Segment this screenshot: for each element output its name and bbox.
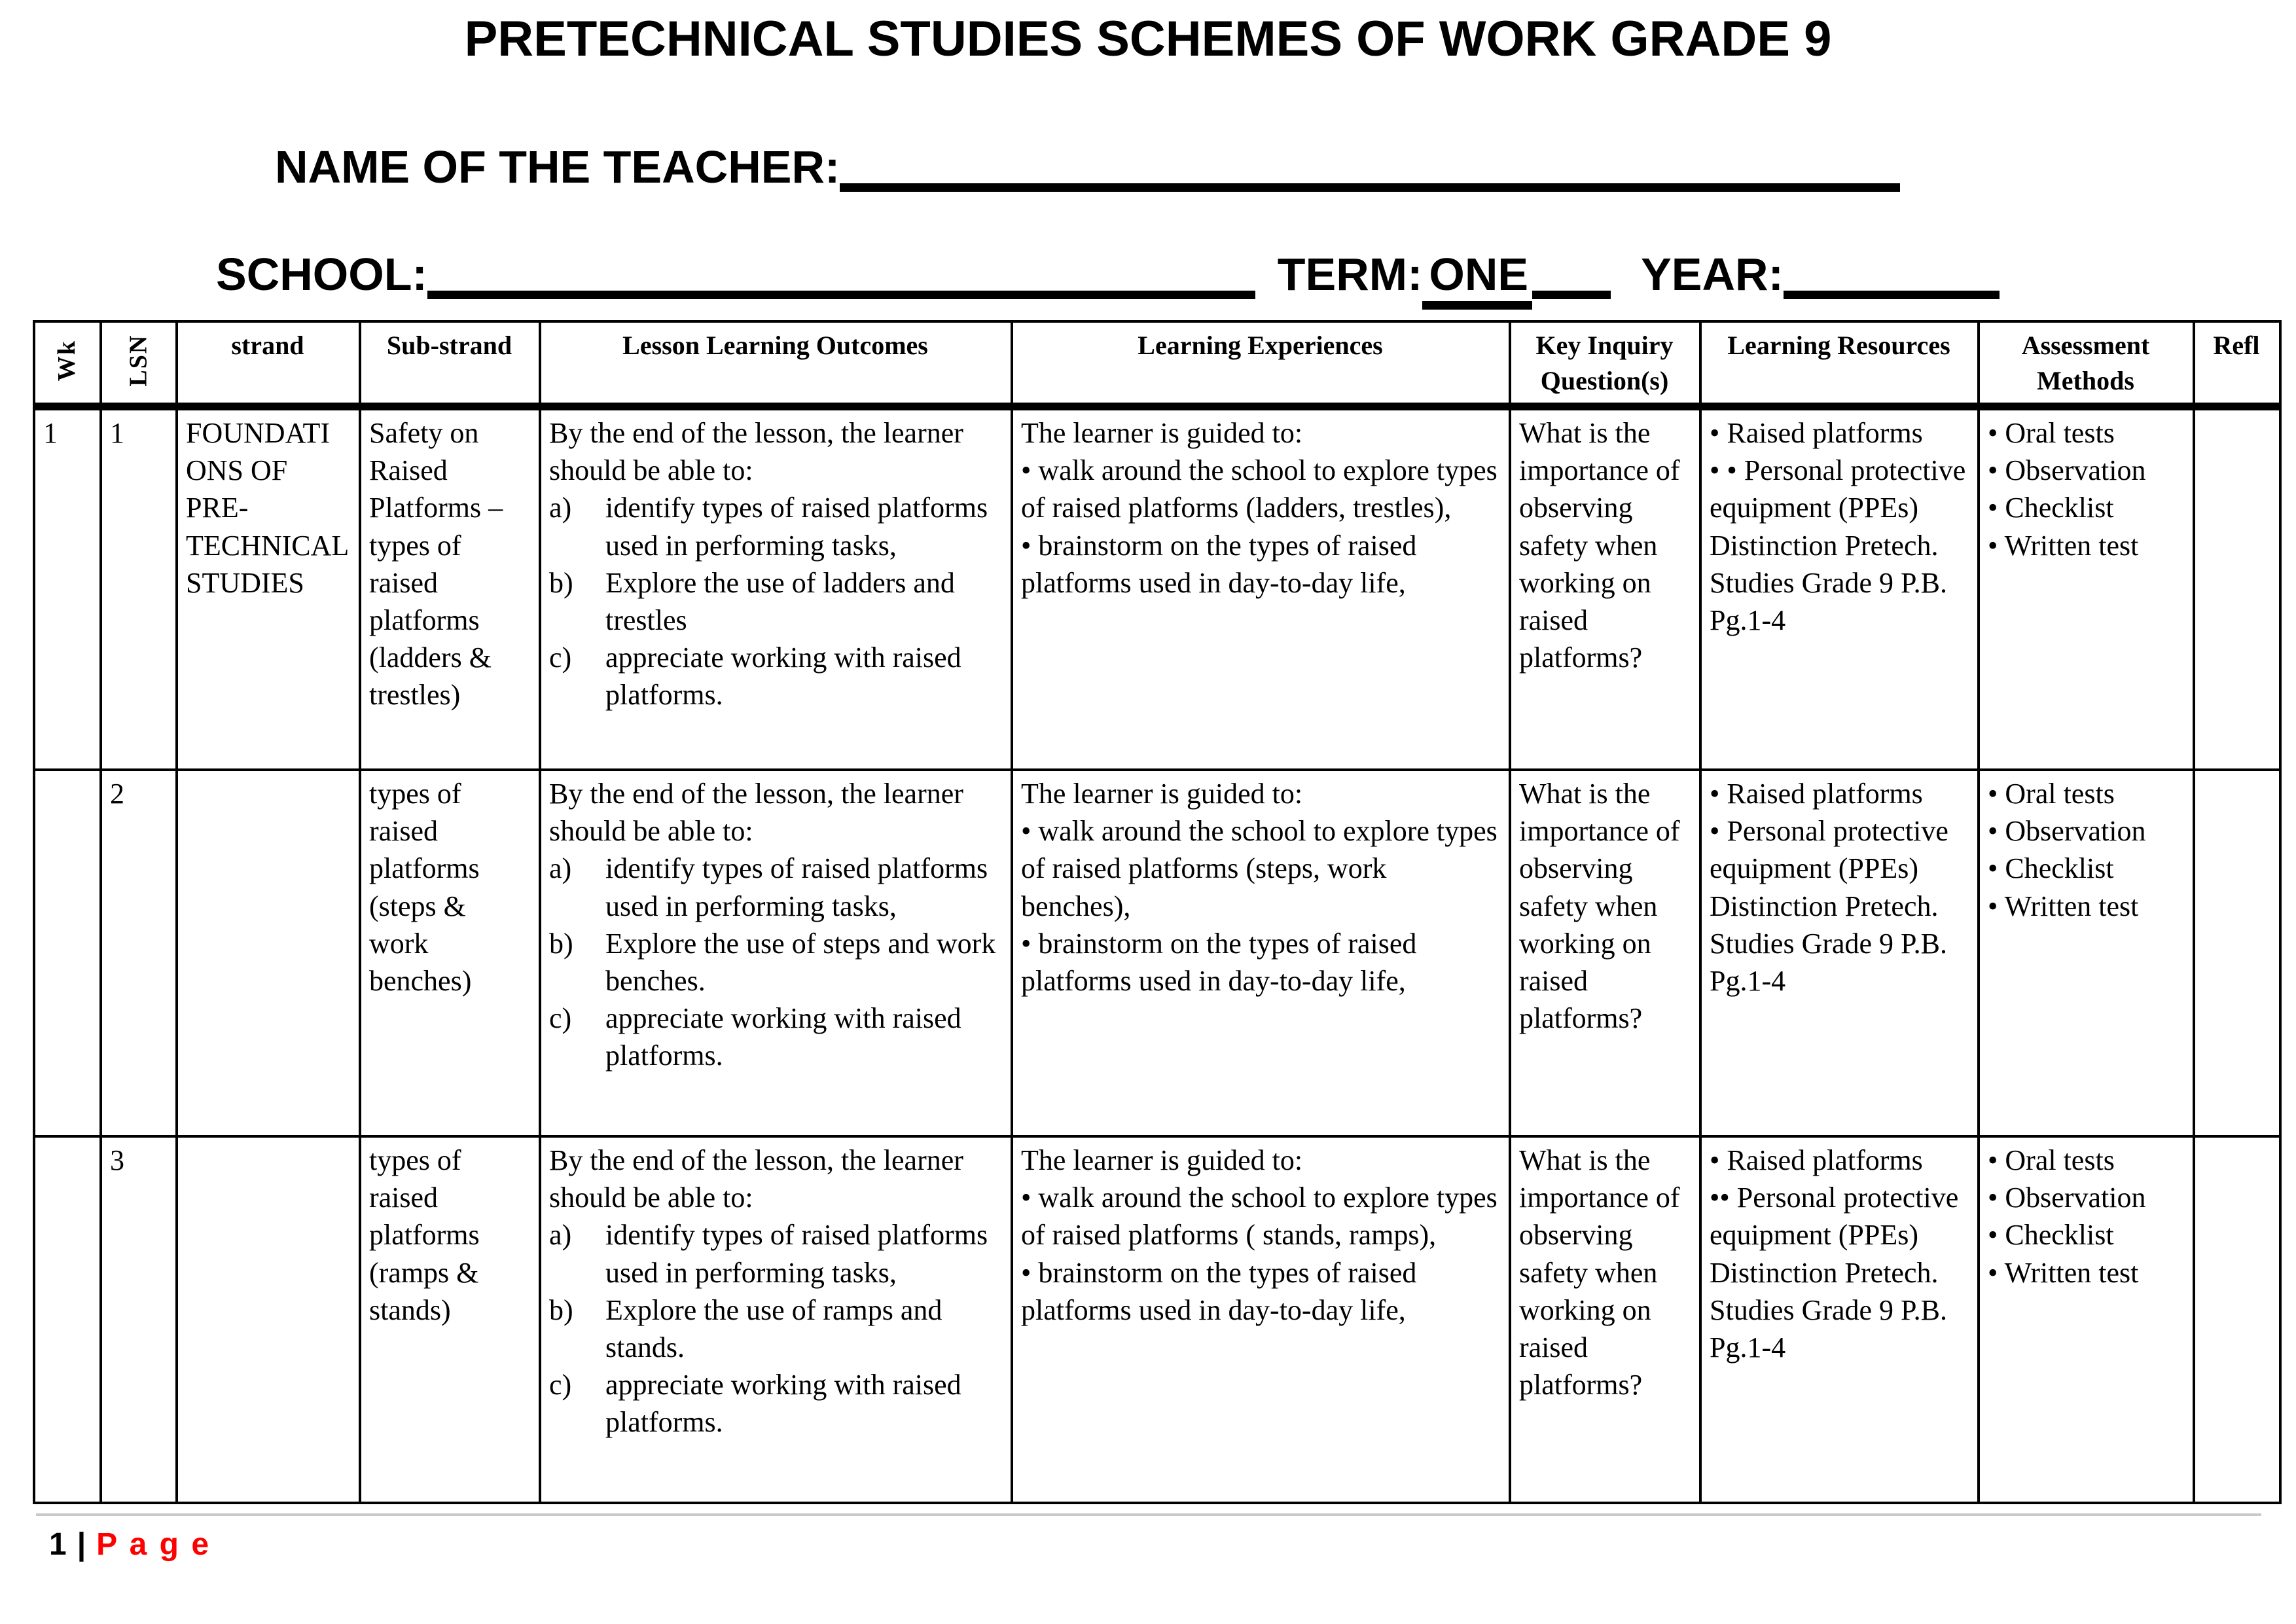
col-header-experiences: Learning Experiences bbox=[1012, 321, 1510, 406]
assessment-item: • Oral tests bbox=[1988, 417, 2115, 449]
assessment-item: • Checklist bbox=[1988, 1219, 2114, 1252]
schemes-of-work-table bbox=[33, 320, 2282, 1504]
wk-cell bbox=[34, 1136, 101, 1503]
outcomes-cell bbox=[540, 770, 1012, 1136]
outcome-item bbox=[549, 564, 1001, 639]
page-title: PRETECHNICAL STUDIES SCHEMES OF WORK GRADE 9 bbox=[464, 11, 1832, 67]
resources-cell bbox=[1700, 406, 1979, 770]
table-row bbox=[34, 770, 2280, 1136]
outcome-marker: c) bbox=[549, 641, 572, 674]
table-row bbox=[34, 1136, 2280, 1503]
year-label: YEAR: bbox=[1641, 249, 1784, 300]
school-term-year-line bbox=[216, 248, 2296, 300]
school-blank bbox=[427, 254, 1255, 299]
outcome-item bbox=[549, 489, 1001, 564]
experience-intro: The learner is guided to: bbox=[1021, 417, 1303, 449]
term-blank bbox=[1532, 254, 1611, 299]
term-value: ONE bbox=[1422, 249, 1532, 310]
lsn-cell: 2 bbox=[101, 770, 177, 1136]
assessment-item: • Checklist bbox=[1988, 852, 2114, 885]
key-inquiry-cell: What is the importance of observing safety when working on raised platforms? bbox=[1510, 770, 1700, 1136]
experience-item: • walk around the school to explore types of raised platforms (ladders, trestles), bbox=[1021, 454, 1498, 524]
outcomes-cell bbox=[540, 1136, 1012, 1503]
col-header-outcomes: Lesson Learning Outcomes bbox=[540, 321, 1012, 406]
col-header-resources: Learning Resources bbox=[1700, 321, 1979, 406]
col-header-refl: Refl bbox=[2194, 321, 2280, 406]
resources-cell bbox=[1700, 1136, 1979, 1503]
wk-cell: 1 bbox=[34, 406, 101, 770]
assessment-item: • Written test bbox=[1988, 529, 2139, 562]
outcomes-intro: By the end of the lesson, the learner should be able to: bbox=[549, 1144, 963, 1214]
teacher-name-line bbox=[275, 141, 2296, 193]
resource-item: • Personal protective equipment (PPEs) Distinction Pretech. Studies Grade 9 P.B. Pg.1-4 bbox=[1710, 815, 1948, 997]
experience-item: • walk around the school to explore types of raised platforms (steps, work benches), bbox=[1021, 815, 1498, 922]
sub-strand-cell: Safety on Raised Platforms – types of raised platforms (ladders & trestles) bbox=[360, 406, 540, 770]
lsn-cell: 1 bbox=[101, 406, 177, 770]
outcomes-cell bbox=[540, 406, 1012, 770]
footer-page-word: P a g e bbox=[96, 1527, 211, 1562]
experience-item: • brainstorm on the types of raised platforms used in day-to-day life, bbox=[1021, 927, 1417, 997]
outcomes-intro: By the end of the lesson, the learner should be able to: bbox=[549, 417, 963, 487]
outcome-text: appreciate working with raised platforms. bbox=[605, 641, 961, 712]
teacher-name-blank bbox=[840, 147, 1900, 192]
outcome-item bbox=[549, 639, 1001, 713]
assessment-item: • Observation bbox=[1988, 815, 2146, 848]
col-header-lsn-label: LSN bbox=[124, 334, 152, 387]
assessment-cell bbox=[1979, 770, 2194, 1136]
outcome-text: Explore the use of ladders and trestles bbox=[605, 566, 955, 636]
col-header-lsn bbox=[101, 321, 177, 406]
outcome-item bbox=[549, 1291, 1001, 1366]
assessment-item: • Oral tests bbox=[1988, 1144, 2115, 1176]
key-inquiry-cell: What is the importance of observing safety when working on raised platforms? bbox=[1510, 406, 1700, 770]
key-inquiry-cell: What is the importance of observing safety when working on raised platforms? bbox=[1510, 1136, 1700, 1503]
table-header-row bbox=[34, 321, 2280, 406]
outcome-marker: b) bbox=[549, 566, 573, 599]
outcome-marker: c) bbox=[549, 1369, 572, 1401]
resource-item: • • Personal protective equipment (PPEs) Distinction Pretech. Studies Grade 9 P.B. Pg.1-4 bbox=[1710, 454, 1966, 636]
outcome-marker: c) bbox=[549, 1002, 572, 1035]
outcome-marker: b) bbox=[549, 1293, 573, 1326]
year-blank bbox=[1784, 254, 2000, 299]
resource-item: • Raised platforms bbox=[1710, 417, 1923, 449]
assessment-item: • Observation bbox=[1988, 1182, 2146, 1214]
outcome-item bbox=[549, 1216, 1001, 1291]
resource-item: • Raised platforms bbox=[1710, 1144, 1923, 1176]
outcome-item bbox=[549, 1366, 1001, 1441]
page-number: 1 bbox=[49, 1527, 67, 1562]
experience-item: • brainstorm on the types of raised platforms used in day-to-day life, bbox=[1021, 529, 1417, 599]
footer-separator: | bbox=[77, 1527, 86, 1562]
table-row bbox=[34, 406, 2280, 770]
outcome-text: identify types of raised platforms used in performing tasks, bbox=[605, 492, 988, 562]
strand-cell: FOUNDATIONS OF PRE-TECHNICAL STUDIES bbox=[177, 406, 360, 770]
outcome-text: appreciate working with raised platforms. bbox=[605, 1369, 961, 1439]
assessment-item: • Oral tests bbox=[1988, 778, 2115, 810]
lsn-cell: 3 bbox=[101, 1136, 177, 1503]
refl-cell bbox=[2194, 770, 2280, 1136]
assessment-cell bbox=[1979, 1136, 2194, 1503]
assessment-cell bbox=[1979, 406, 2194, 770]
page-footer bbox=[49, 1526, 2296, 1562]
wk-cell bbox=[34, 770, 101, 1136]
outcome-item bbox=[549, 1000, 1001, 1074]
outcome-item bbox=[549, 850, 1001, 924]
resource-item: • Raised platforms bbox=[1710, 778, 1923, 810]
outcome-marker: a) bbox=[549, 852, 572, 885]
refl-cell bbox=[2194, 1136, 2280, 1503]
refl-cell bbox=[2194, 406, 2280, 770]
experience-intro: The learner is guided to: bbox=[1021, 1144, 1303, 1176]
experiences-cell bbox=[1012, 1136, 1510, 1503]
school-label: SCHOOL: bbox=[216, 249, 427, 300]
outcome-item bbox=[549, 925, 1001, 1000]
term-label: TERM: bbox=[1277, 249, 1423, 300]
outcome-text: identify types of raised platforms used in performing tasks, bbox=[605, 1219, 988, 1289]
footer-divider bbox=[36, 1513, 2261, 1516]
assessment-item: • Written test bbox=[1988, 1256, 2139, 1289]
teacher-name-label: NAME OF THE TEACHER: bbox=[275, 141, 840, 192]
outcome-text: Explore the use of ramps and stands. bbox=[605, 1293, 942, 1363]
col-header-assessment: Assessment Methods bbox=[1979, 321, 2194, 406]
assessment-item: • Observation bbox=[1988, 454, 2146, 487]
outcome-marker: a) bbox=[549, 1219, 572, 1252]
experience-intro: The learner is guided to: bbox=[1021, 778, 1303, 810]
experience-item: • walk around the school to explore types of raised platforms ( stands, ramps), bbox=[1021, 1182, 1498, 1252]
experience-item: • brainstorm on the types of raised platforms used in day-to-day life, bbox=[1021, 1256, 1417, 1326]
col-header-wk bbox=[34, 321, 101, 406]
col-header-strand: strand bbox=[177, 321, 360, 406]
col-header-key-inquiry: Key Inquiry Question(s) bbox=[1510, 321, 1700, 406]
sub-strand-cell: types of raised platforms (steps & work benches) bbox=[360, 770, 540, 1136]
resource-item: •• Personal protective equipment (PPEs) Distinction Pretech. Studies Grade 9 P.B. Pg.1-4 bbox=[1710, 1182, 1959, 1363]
sub-strand-cell: types of raised platforms (ramps & stands) bbox=[360, 1136, 540, 1503]
outcome-text: Explore the use of steps and work benches. bbox=[605, 927, 996, 997]
experiences-cell bbox=[1012, 770, 1510, 1136]
outcome-text: identify types of raised platforms used in performing tasks, bbox=[605, 852, 988, 922]
col-header-wk-label: Wk bbox=[53, 340, 81, 382]
outcome-marker: a) bbox=[549, 492, 572, 524]
experiences-cell bbox=[1012, 406, 1510, 770]
outcome-text: appreciate working with raised platforms. bbox=[605, 1002, 961, 1072]
assessment-item: • Written test bbox=[1988, 890, 2139, 922]
col-header-sub-strand: Sub-strand bbox=[360, 321, 540, 406]
assessment-item: • Checklist bbox=[1988, 492, 2114, 524]
outcomes-intro: By the end of the lesson, the learner should be able to: bbox=[549, 778, 963, 848]
strand-cell bbox=[177, 1136, 360, 1503]
strand-cell bbox=[177, 770, 360, 1136]
resources-cell bbox=[1700, 770, 1979, 1136]
outcome-marker: b) bbox=[549, 927, 573, 960]
